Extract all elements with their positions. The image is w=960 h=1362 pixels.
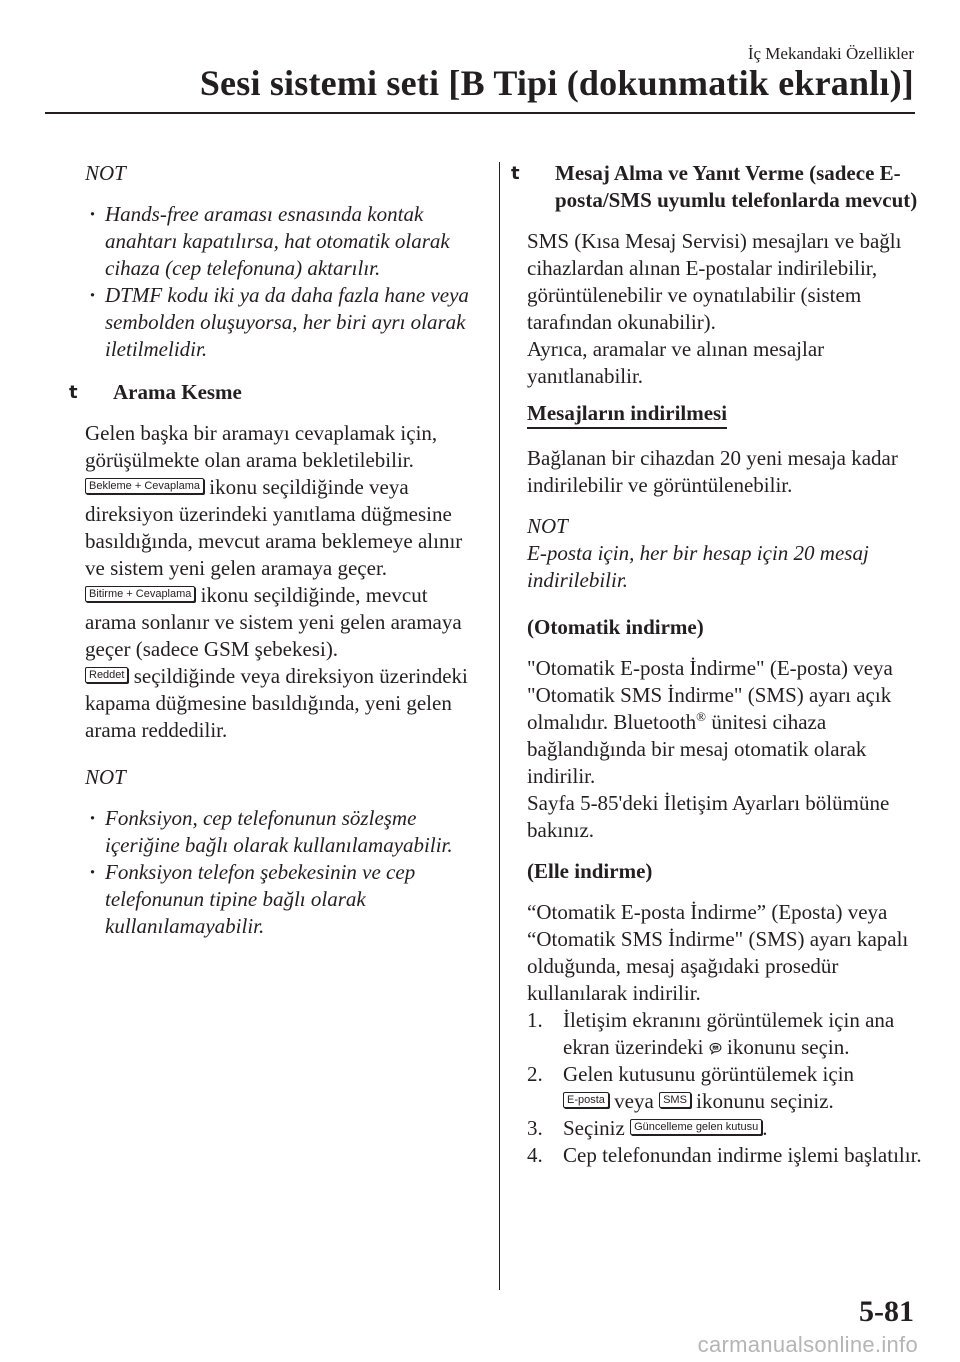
hold-answer-button-icon: Bekleme + Cevaplama (85, 478, 204, 494)
update-inbox-button-icon: Güncelleme gelen kutusu (630, 1119, 762, 1135)
right-column (511, 160, 927, 1169)
bullet-icon: · (89, 202, 97, 226)
message-bubble-icon (709, 1042, 722, 1055)
section-heading-messages: t Mesaj Alma ve Yanıt Verme (sadece E-posta/SMS uyumlu telefonlarda mevcut) (511, 161, 918, 212)
bullet-icon: · (89, 806, 97, 830)
procedure-step: 4. Cep telefonundan indirme işlemi başlatılır. (527, 1143, 922, 1167)
section-heading-call-waiting: t Arama Kesme (69, 380, 242, 404)
note-item: · Fonksiyon telefon şebekesinin ve cep telefonunun tipine bağlı olarak kullanılamayabilir. (89, 860, 416, 938)
note-item: · DTMF kodu iki ya da daha fazla hane veya sembolden oluşuyorsa, her biri ayrı olarak iletilmelidir. (89, 283, 469, 361)
note-item: · Hands-free araması esnasında kontak anahtarı kapatılırsa, hat otomatik olarak cihaza (cep telefonuna) aktarılır. (89, 202, 450, 280)
reject-button-icon: Reddet (85, 667, 128, 683)
procedure-step: 2. Gelen kutusunu görüntülemek için E-posta veya SMS ikonunu seçiniz. (527, 1062, 855, 1113)
bullet-icon: · (89, 860, 97, 884)
body-paragraph: Bağlanan bir cihazdan 20 yeni mesaja kadar indirilebilir ve görüntülenebilir. (527, 446, 898, 497)
left-column (69, 160, 483, 956)
note-list (85, 201, 483, 363)
note-list (85, 805, 483, 940)
page-number: 5-81 (859, 1295, 914, 1328)
note-label: NOT (85, 765, 126, 789)
end-answer-button-icon: Bitirme + Cevaplama (85, 586, 195, 602)
bullet-icon: · (89, 283, 97, 307)
section-label: İç Mekandaki Özellikler (747, 44, 914, 63)
page-title: Sesi sistemi seti [B Tipi (dokunmatik ekranlı)] (199, 63, 914, 103)
registered-mark: ® (696, 709, 707, 724)
auto-download-heading: (Otomatik indirme) (527, 615, 704, 639)
procedure-steps (527, 1007, 927, 1169)
body-paragraph: "Otomatik E-posta İndirme" (E-posta) veya "Otomatik SMS İndirme" (SMS) ayarı açık olmalıdır. Bluetooth® ünitesi cihaza bağlandığında bir mesaj otomatik olarak indirilir. Sayfa 5-85'deki İletişim Ayarları bölümüne bakınız. (527, 656, 893, 842)
procedure-step: 1. İletişim ekranını görüntülemek için ana ekran üzerindeki ikonunu seçin. (527, 1008, 895, 1059)
procedure-step: 3. Seçiniz Güncelleme gelen kutusu . (527, 1116, 768, 1140)
email-button-icon: E-posta (563, 1092, 609, 1108)
body-paragraph: “Otomatik E-posta İndirme” (Eposta) veya “Otomatik SMS İndirme" (SMS) ayarı kapalı olduğunda, mesaj aşağıdaki prosedür kullanılarak indirilir. (527, 900, 909, 1005)
subsection-heading-download: Mesajların indirilmesi (527, 400, 727, 429)
note-item: · Fonksiyon, cep telefonunun sözleşme içeriğine bağlı olarak kullanılamayabilir. (89, 806, 453, 857)
watermark: carmanualsonline.info (697, 1332, 918, 1357)
note-label: NOT (527, 514, 568, 538)
sms-button-icon: SMS (659, 1092, 691, 1108)
note-label: NOT (85, 161, 126, 185)
manual-download-heading: (Elle indirme) (527, 859, 653, 883)
title-rule (45, 112, 915, 114)
body-paragraph: SMS (Kısa Mesaj Servisi) mesajları ve bağlı cihazlardan alınan E-postalar indirilebilir, görüntülenebilir ve oynatılabilir (sistem tarafından okunabilir). Ayrıca, aramalar ve alınan mesajlar yanıtlanabilir. (527, 229, 902, 388)
column-divider (499, 162, 500, 1290)
section-marker-icon: t (69, 382, 78, 403)
section-marker-icon: t (511, 163, 520, 184)
body-paragraph: Gelen başka bir aramayı cevaplamak için, görüşülmekte olan arama bekletilebilir. Bekleme + Cevaplama ikonu seçildiğinde veya direksiyon üzerindeki yanıtlama düğmesine basıldığında, mevcut arama beklemeye alınır ve sistem yeni gelen aramaya geçer. Bitirme + Cevaplama ikonu seçildiğinde, mevcut arama sonlanır ve sistem yeni gelen aramaya geçer (sadece GSM şebekesi). Reddet seçildiğinde veya direksiyon üzerindeki kapama düğmesine basıldığında, yeni gelen arama reddedilir. (85, 421, 468, 742)
note-text: E-posta için, her bir hesap için 20 mesaj indirilebilir. (527, 541, 869, 592)
